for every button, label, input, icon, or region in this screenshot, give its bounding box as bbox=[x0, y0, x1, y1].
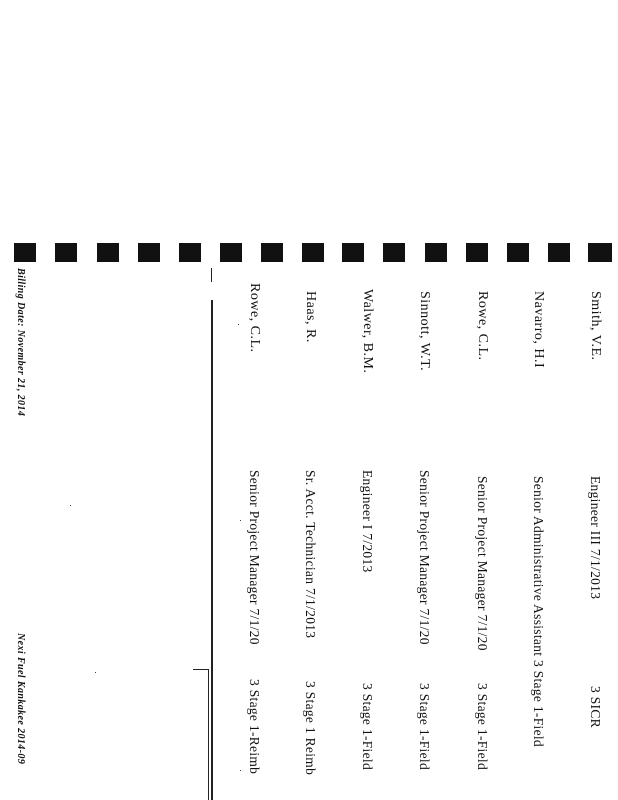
scan-speck bbox=[238, 324, 239, 325]
employee-name: Haas, R. bbox=[303, 291, 318, 343]
register-mark bbox=[55, 243, 77, 262]
employee-status: 3 Stage 1 Reimb bbox=[303, 681, 318, 776]
employee-status: 3 SICR bbox=[588, 686, 603, 728]
employee-title: Senior Project Manager 7/1/20 bbox=[475, 476, 490, 651]
employee-name: Sinnott, W.T. bbox=[417, 291, 432, 372]
table-rule bbox=[208, 669, 209, 800]
register-mark bbox=[425, 243, 447, 262]
employee-title: Senior Project Manager 7/1/20 bbox=[417, 470, 432, 645]
billing-date: Billing Date: November 21, 2014 bbox=[15, 268, 26, 417]
scan-speck bbox=[240, 770, 241, 771]
register-mark bbox=[548, 243, 570, 262]
employee-title: Engineer I 7/2013 bbox=[360, 470, 375, 573]
employee-name: Smith, V.E. bbox=[588, 291, 603, 361]
scan-speck bbox=[240, 520, 241, 521]
register-mark bbox=[97, 243, 119, 262]
register-mark bbox=[588, 243, 612, 262]
register-mark bbox=[342, 243, 364, 262]
employee-name: Rowe, C.L. bbox=[247, 283, 262, 353]
employee-title: Senior Project Manager 7/1/20 bbox=[247, 470, 262, 645]
register-mark bbox=[466, 243, 488, 262]
employee-title: Sr. Acct. Technician 7/1/2013 bbox=[303, 470, 318, 639]
table-rule bbox=[193, 669, 209, 670]
employee-title: Senior Administrative Assistant 3 Stage 1-Field bbox=[531, 476, 546, 747]
scan-speck bbox=[70, 505, 71, 506]
register-mark bbox=[302, 243, 324, 262]
register-mark bbox=[507, 243, 529, 262]
employee-status: 3 Stage 1-Field bbox=[417, 683, 432, 770]
employee-status: 3 Stage 1-Reimb bbox=[247, 679, 262, 775]
register-mark bbox=[261, 243, 283, 262]
employee-status: 3 Stage 1-Field bbox=[360, 683, 375, 770]
register-mark bbox=[138, 243, 160, 262]
employee-name: Walwer, B.M. bbox=[360, 289, 375, 374]
employee-status: 3 Stage 1-Field bbox=[475, 683, 490, 770]
register-mark bbox=[383, 243, 405, 262]
table-rule bbox=[211, 300, 213, 800]
register-mark bbox=[14, 243, 36, 262]
employee-title: Engineer III 7/1/2013 bbox=[588, 476, 603, 600]
register-mark bbox=[220, 243, 242, 262]
table-rule bbox=[211, 268, 212, 282]
file-label: Nexi Fuel Kankakee 2014-09 bbox=[15, 633, 26, 765]
employee-name: Navarro, H.I bbox=[531, 291, 546, 369]
employee-name: Rowe, C.L. bbox=[475, 291, 490, 361]
register-mark bbox=[179, 243, 201, 262]
scan-speck bbox=[95, 672, 96, 673]
